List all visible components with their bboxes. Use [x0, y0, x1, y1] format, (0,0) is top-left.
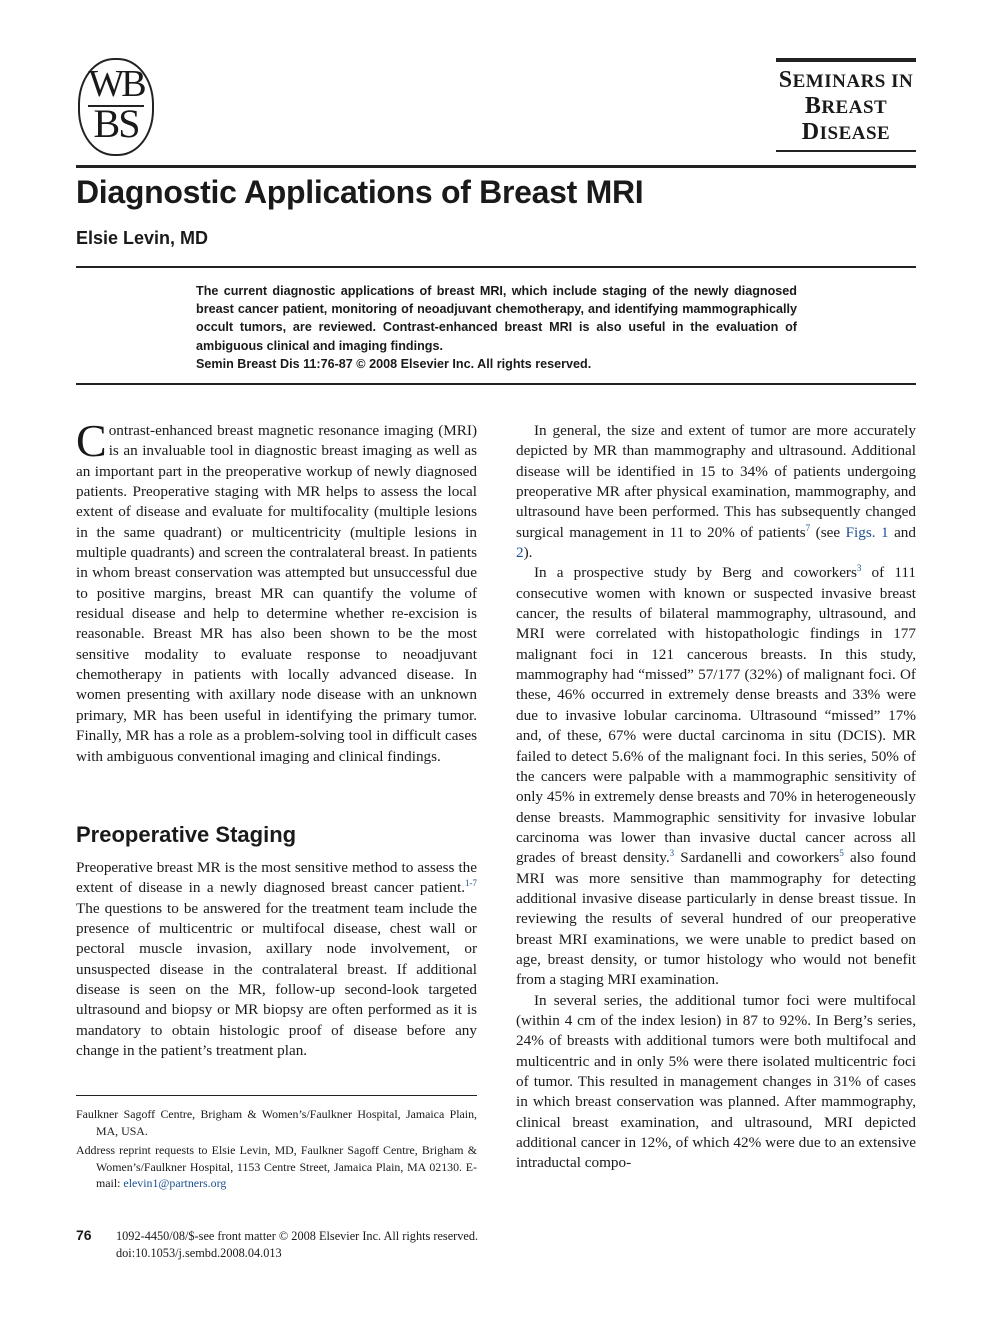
- reprint-note: [76, 1142, 477, 1192]
- logo-line-1: WB: [88, 63, 144, 105]
- intro-paragraph: ontrast-enhanced breast magnetic resonance imaging (MRI) is an invaluable tool in diagnostic breast imaging as well as an important part in the preoperative workup of newly diagnosed patients. Preoperative staging with MR helps to assess the local extent of disease and evaluate for multifocality (multiple lesions in the same quadrant) or multicentricity (multiple lesions in multiple quadrants) and screen the contralateral breast. In patients in whom breast conservation was attempted but unsuccessful due to positive margins, breast MR can quantify the volume of residual disease and help to determine whether re-excision is reasonable. Breast MR has also been shown to be the most sensitive modality to evaluate response to neoadjuvant chemotherapy in patients with locally advanced disease. In women presenting with axillary node disease with an unknown primary, MR has been useful in identifying the primary tumor. Finally, MR has a role as a problem-solving tool in difficult cases with ambiguous conventional imaging and clinical findings.: [76, 422, 477, 765]
- journal-line2-rest: REAST: [821, 97, 888, 118]
- reprint-text: Address reprint requests to Elsie Levin, MD, Faulkner Sagoff Centre, Brigham & Women’s/Faulkner Hospital, 1153 Centre Street, Jamaica Plain, MA 02130. E-mail:: [76, 1143, 477, 1190]
- footnotes: [76, 1106, 477, 1195]
- logo-line-2: BS: [93, 101, 139, 146]
- col2-p3: In several series, the additional tumor foci were multifocal (within 4 cm of the index lesion) in 87 to 92%. In Berg’s series, 24% of breasts with additional tumors were both multifocal and multicentric and in only 5% were there isolated multicentric foci of tumor. This resulted in management changes in 31% of cases in which breast conservation was planned. After mammography, clinical breast examination, and ultrasound, MRI depicted additional cancer in 12%, of which 42% were due to an extensive intraductal compo-: [516, 991, 916, 1172]
- reference-link[interactable]: 7: [805, 522, 811, 533]
- footnote-rule: [76, 1095, 477, 1096]
- journal-title-bottom-rule: [776, 150, 916, 152]
- column-left-section: [76, 858, 477, 1061]
- abstract: [196, 282, 797, 373]
- col2-p2-c: Sardanelli and coworkers: [674, 849, 840, 867]
- section-paragraph-a: Preoperative breast MR is the most sensitive method to assess the extent of disease in a newly diagnosed breast cancer patient.: [76, 859, 477, 897]
- journal-line1-rest: EMINARS IN: [792, 71, 914, 92]
- reference-link[interactable]: 3: [856, 563, 862, 574]
- abstract-bottom-rule: [76, 383, 916, 385]
- abstract-citation: Semin Breast Dis 11:76-87 © 2008 Elsevier Inc. All rights reserved.: [196, 356, 592, 371]
- footer: [116, 1228, 478, 1262]
- journal-line3-initial: D: [801, 119, 820, 145]
- col2-p2-a: In a prospective study by Berg and coworkers: [534, 564, 857, 582]
- section-heading: Preoperative Staging: [76, 822, 297, 847]
- article-title: Diagnostic Applications of Breast MRI: [76, 174, 644, 210]
- reference-link[interactable]: 5: [839, 848, 844, 859]
- col2-p1-c: and: [888, 523, 916, 541]
- journal-line1-initial: S: [778, 67, 793, 93]
- journal-line2-initial: B: [804, 93, 822, 119]
- col2-p1-b: (see: [810, 523, 846, 541]
- abstract-top-rule: [76, 266, 916, 268]
- journal-title-top-rule: [776, 58, 916, 62]
- col2-p2-d: also found MRI was more sensitive than mammography for detecting additional invasive disease particularly in dense breast tissue. In reviewing the results of several hundred of our preoperative breast MRI examinations, we were unable to predict based on age, breast density, or tumor histology who would not benefit from a staging MRI examination.: [516, 849, 916, 989]
- article-author: Elsie Levin, MD: [76, 228, 209, 248]
- figure-link-2[interactable]: 2: [516, 544, 524, 562]
- doi-line: doi:10.1053/j.sembd.2008.04.013: [116, 1246, 282, 1260]
- reference-link[interactable]: 1-7: [465, 878, 477, 889]
- reference-link[interactable]: 3: [669, 848, 675, 859]
- col2-p1-a: In general, the size and extent of tumor are more accurately depicted by MR than mammography and ultrasound. Additional disease will be identified in 15 to 34% of patients undergoing preoperative MR after physical examination, mammography, and ultrasound have been performed. This has subsequently changed surgical management in 11 to 20% of patients: [516, 422, 916, 541]
- abstract-text: The current diagnostic applications of breast MRI, which include staging of the newly diagnosed breast cancer patient, monitoring of neoadjuvant chemotherapy, and identifying mammographically occult tumors, are reviewed. Contrast-enhanced breast MRI is also useful in the evaluation of ambiguous clinical and imaging findings.: [196, 284, 797, 353]
- col2-p1-d: ).: [523, 544, 533, 562]
- column-right: [516, 421, 916, 1174]
- header-rule: [76, 165, 916, 168]
- section-paragraph-b: The questions to be answered for the treatment team include the presence of multicentric or multifocal disease, chest wall or pectoral muscle invasion, axillary node involvement, or unsuspected disease in the contralateral breast. If additional disease is seen on the MR, follow-up second-look targeted ultrasound and biopsy or MR biopsy are often performed as it is mandatory to obtain histologic proof of disease before any change in the patient’s treatment plan.: [76, 899, 477, 1060]
- figure-link-1[interactable]: Figs. 1: [845, 523, 889, 541]
- issn-line: 1092-4450/08/$-see front matter © 2008 Elsevier Inc. All rights reserved.: [116, 1229, 479, 1243]
- col2-p2-b: of 111 consecutive women with known or suspected invasive breast cancer, the results of bilateral mammography, ultrasound, and MRI were correlated with histopathologic findings in 177 malignant foci in 121 cancerous breasts. In this study, mammography had “missed” 57/177 (32%) of malignant foci. Of these, 46% occurred in extremely dense breasts and 33% were due to invasive lobular carcinoma. Ultrasound “missed” 17% and, of these, 67% were ductal carcinoma in situ (DCIS). MR failed to detect 5.6% of the malignant foci. In this series, 50% of the cancers were palpable with a mammographic sensitivity of only 45% in extremely dense breasts and 70% in heterogeneously dense breasts. Mammographic sensitivity for invasive lobular carcinoma was lower than invasive ductal cancer across all grades of breast density.: [516, 564, 916, 867]
- drop-cap: C: [76, 415, 107, 466]
- journal-title: [776, 68, 916, 146]
- publisher-logo: [78, 58, 154, 156]
- journal-line3-rest: ISEASE: [819, 123, 891, 144]
- page-number: 76: [76, 1227, 92, 1243]
- author-email-link[interactable]: elevin1@partners.org: [123, 1176, 227, 1190]
- column-left-intro: [76, 415, 477, 767]
- affiliation-note: Faulkner Sagoff Centre, Brigham & Women’s/Faulkner Hospital, Jamaica Plain, MA, USA.: [76, 1107, 477, 1138]
